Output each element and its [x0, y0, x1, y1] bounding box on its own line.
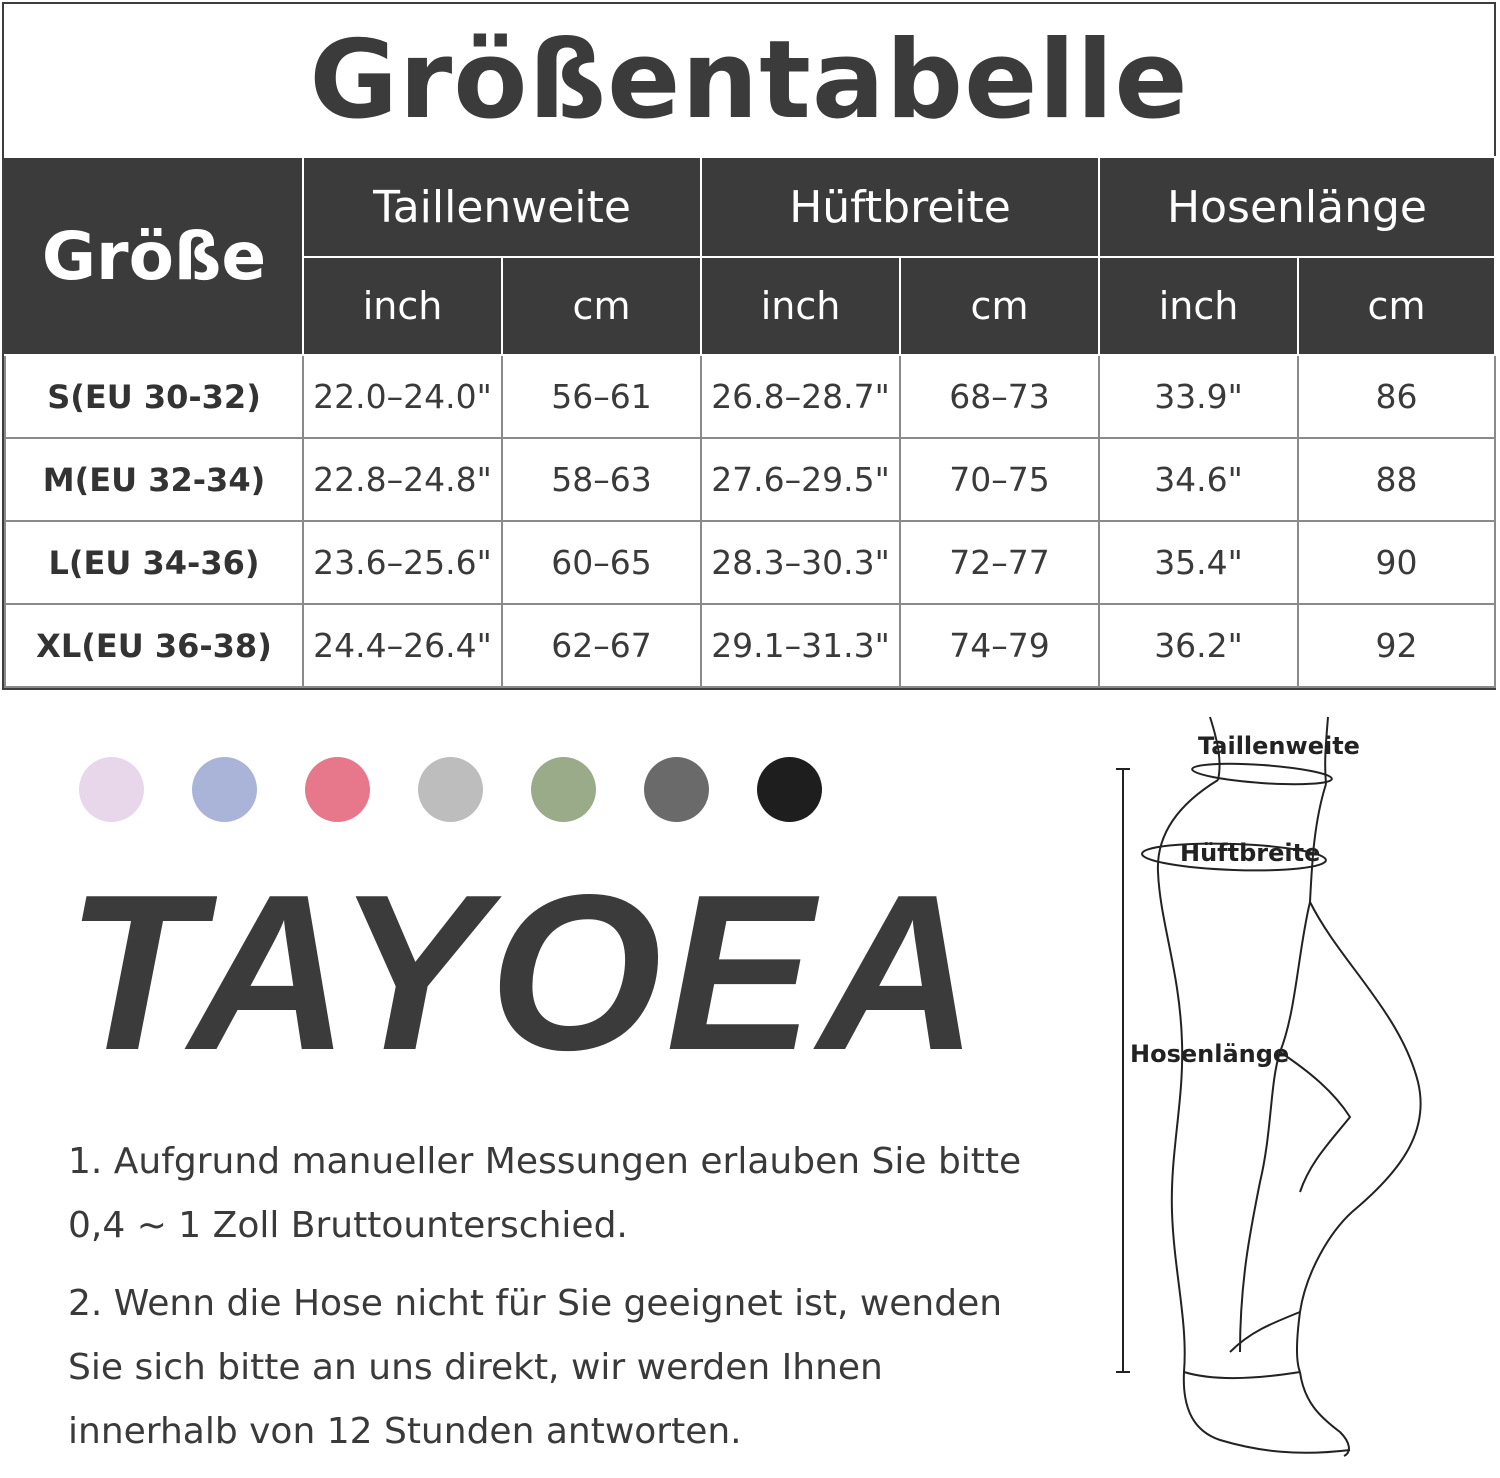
table-cell: 58–63 — [502, 438, 701, 521]
table-cell: 60–65 — [502, 521, 701, 604]
table-row — [5, 438, 1495, 521]
color-swatch[interactable] — [305, 757, 370, 822]
size-cell: XL(EU 36-38) — [5, 604, 303, 687]
table-cell: 33.9" — [1099, 355, 1298, 438]
table-row — [5, 604, 1495, 687]
leggings-figure — [1100, 712, 1500, 1468]
color-swatches — [79, 757, 822, 823]
notes — [68, 1130, 1028, 1478]
table-cell: 22.0–24.0" — [303, 355, 502, 438]
table-cell: 35.4" — [1099, 521, 1298, 604]
color-swatch[interactable] — [531, 757, 596, 822]
size-table — [4, 156, 1496, 688]
leggings-outline-icon — [1100, 712, 1500, 1468]
unit-header: inch — [303, 257, 502, 355]
table-cell: 36.2" — [1099, 604, 1298, 687]
table-cell: 68–73 — [900, 355, 1099, 438]
color-swatch[interactable] — [644, 757, 709, 822]
table-cell: 86 — [1298, 355, 1495, 438]
size-cell: S(EU 30-32) — [5, 355, 303, 438]
color-swatch[interactable] — [79, 757, 144, 822]
table-cell: 90 — [1298, 521, 1495, 604]
unit-header: inch — [1099, 257, 1298, 355]
table-row — [5, 521, 1495, 604]
color-swatch[interactable] — [192, 757, 257, 822]
table-cell: 22.8–24.8" — [303, 438, 502, 521]
figure-label-length: Hosenlänge — [1130, 1040, 1290, 1068]
table-cell: 27.6–29.5" — [701, 438, 900, 521]
group-header-hip: Hüftbreite — [701, 157, 1099, 257]
table-cell: 88 — [1298, 438, 1495, 521]
color-swatch[interactable] — [757, 757, 822, 822]
table-cell: 26.8–28.7" — [701, 355, 900, 438]
note-item: 1. Aufgrund manueller Messungen erlauben Sie bitte 0,4 ~ 1 Zoll Bruttounterschied. — [68, 1141, 1022, 1246]
table-cell: 74–79 — [900, 604, 1099, 687]
group-header-length: Hosenlänge — [1099, 157, 1495, 257]
brand-logo: TAYOEA — [66, 849, 983, 1097]
group-header-waist: Taillenweite — [303, 157, 701, 257]
size-cell: M(EU 32-34) — [5, 438, 303, 521]
table-row — [5, 355, 1495, 438]
table-cell: 56–61 — [502, 355, 701, 438]
unit-header: cm — [1298, 257, 1495, 355]
table-cell: 23.6–25.6" — [303, 521, 502, 604]
figure-label-hip: Hüftbreite — [1180, 839, 1321, 867]
table-cell: 28.3–30.3" — [701, 521, 900, 604]
table-cell: 72–77 — [900, 521, 1099, 604]
table-cell: 70–75 — [900, 438, 1099, 521]
note-item: 2. Wenn die Hose nicht für Sie geeignet ist, wenden Sie sich bitte an uns direkt, wir werden Ihnen innerhalb von 12 Stunden antworten. — [68, 1283, 1003, 1452]
unit-header: inch — [701, 257, 900, 355]
table-cell: 92 — [1298, 604, 1495, 687]
chart-title: Größentabelle — [309, 17, 1189, 143]
size-chart — [2, 2, 1496, 690]
color-swatch[interactable] — [418, 757, 483, 822]
table-cell: 34.6" — [1099, 438, 1298, 521]
figure-label-waist: Taillenweite — [1198, 732, 1360, 760]
size-column-header: Größe — [5, 157, 303, 355]
table-cell: 29.1–31.3" — [701, 604, 900, 687]
size-cell: L(EU 34-36) — [5, 521, 303, 604]
unit-header: cm — [502, 257, 701, 355]
table-cell: 62–67 — [502, 604, 701, 687]
unit-header: cm — [900, 257, 1099, 355]
table-cell: 24.4–26.4" — [303, 604, 502, 687]
